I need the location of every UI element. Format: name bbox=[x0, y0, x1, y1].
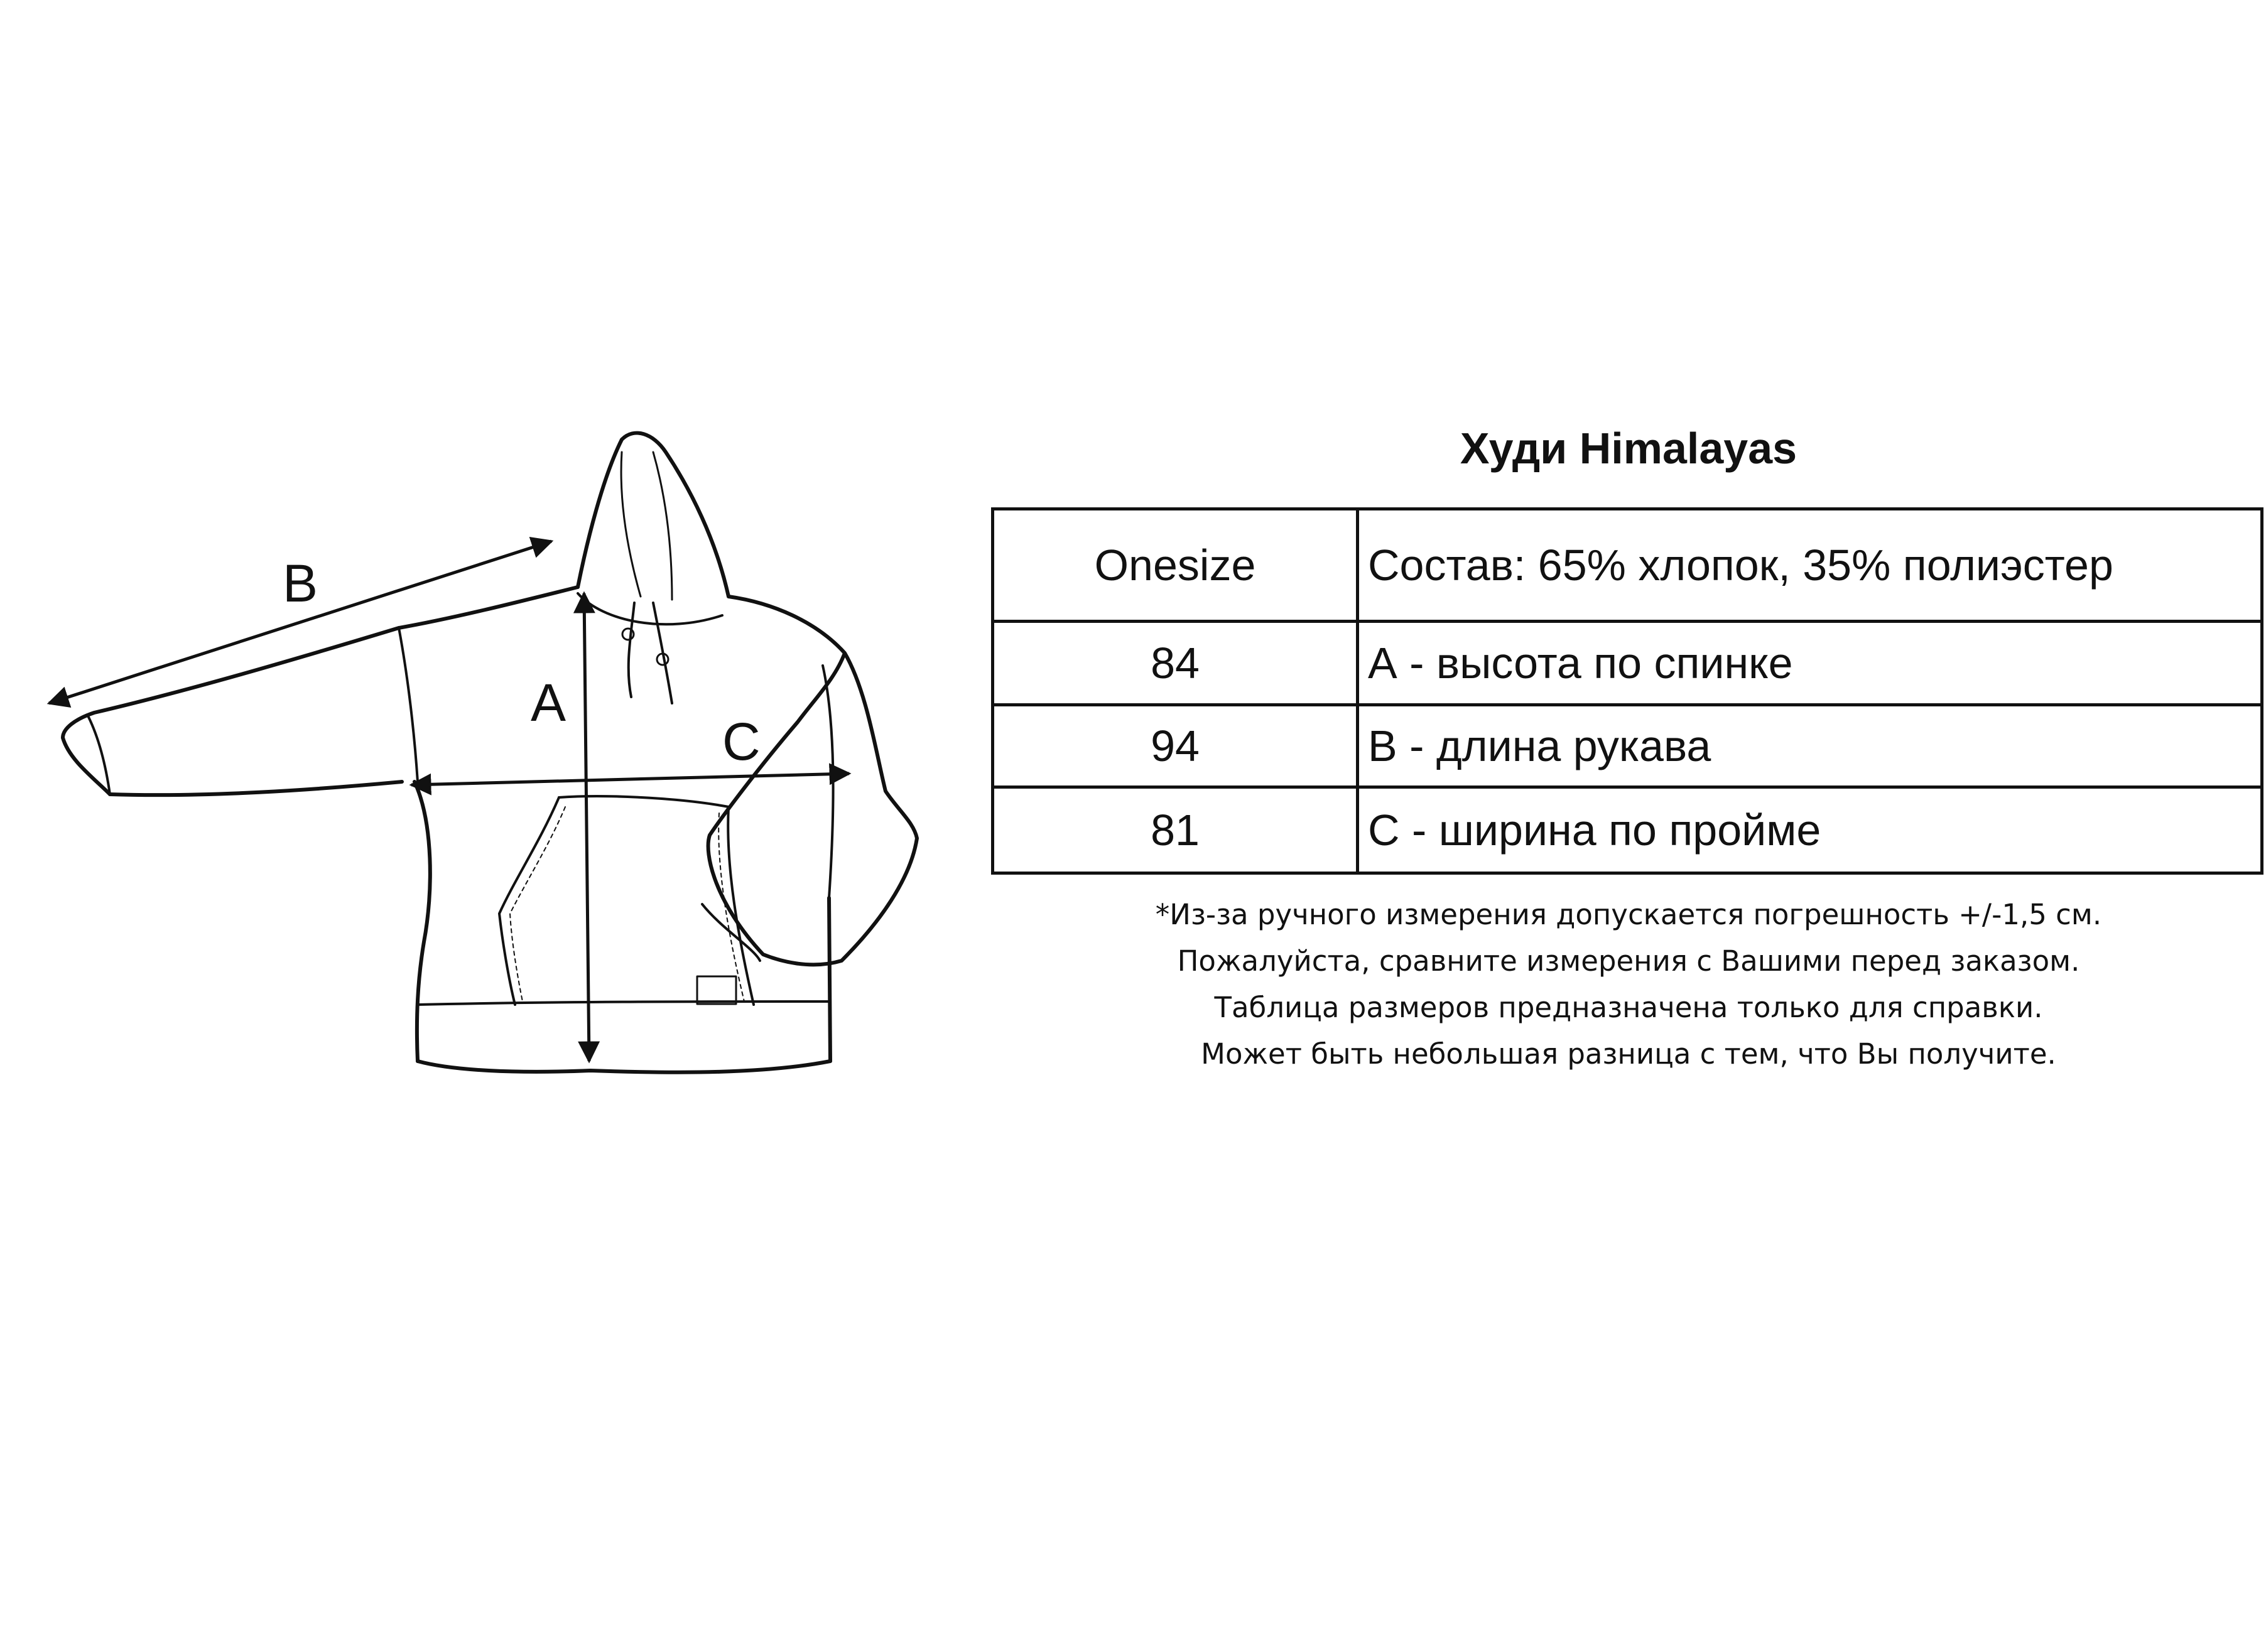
arrow-c bbox=[411, 774, 849, 785]
description-cell: А - высота по спинке bbox=[1358, 622, 2262, 705]
size-cell: 94 bbox=[993, 705, 1358, 787]
size-table bbox=[991, 507, 2263, 875]
description-cell: Состав: 65% хлопок, 35% полиэстер bbox=[1358, 509, 2262, 622]
hoodie-outline bbox=[63, 433, 917, 1072]
product-title: Худи Himalayas bbox=[1460, 424, 1797, 473]
note-line: *Из-за ручного измерения допускается погрешность +/-1,5 см. bbox=[1155, 898, 2102, 931]
table-row bbox=[993, 705, 2262, 787]
arrow-a bbox=[584, 593, 589, 1061]
size-cell: 84 bbox=[993, 622, 1358, 705]
label-a: A bbox=[531, 673, 566, 732]
size-cell: 81 bbox=[993, 787, 1358, 873]
note-line: Может быть небольшая разница с тем, что Вы получите. bbox=[1201, 1037, 2056, 1071]
description-cell: В - длина рукава bbox=[1358, 705, 2262, 787]
label-c: C bbox=[722, 712, 761, 771]
disclaimer-notes bbox=[991, 892, 2266, 1077]
table-row bbox=[993, 509, 2262, 622]
note-line: Таблица размеров предназначена только для справки. bbox=[1214, 991, 2043, 1024]
label-b: B bbox=[283, 554, 318, 613]
table-row bbox=[993, 622, 2262, 705]
description-cell: С - ширина по пройме bbox=[1358, 787, 2262, 873]
note-line: Пожалуйста, сравните измерения с Вашими перед заказом. bbox=[1177, 944, 2080, 978]
table-row bbox=[993, 787, 2262, 873]
size-cell: Onesize bbox=[993, 509, 1358, 622]
hoodie-diagram bbox=[0, 0, 980, 1130]
